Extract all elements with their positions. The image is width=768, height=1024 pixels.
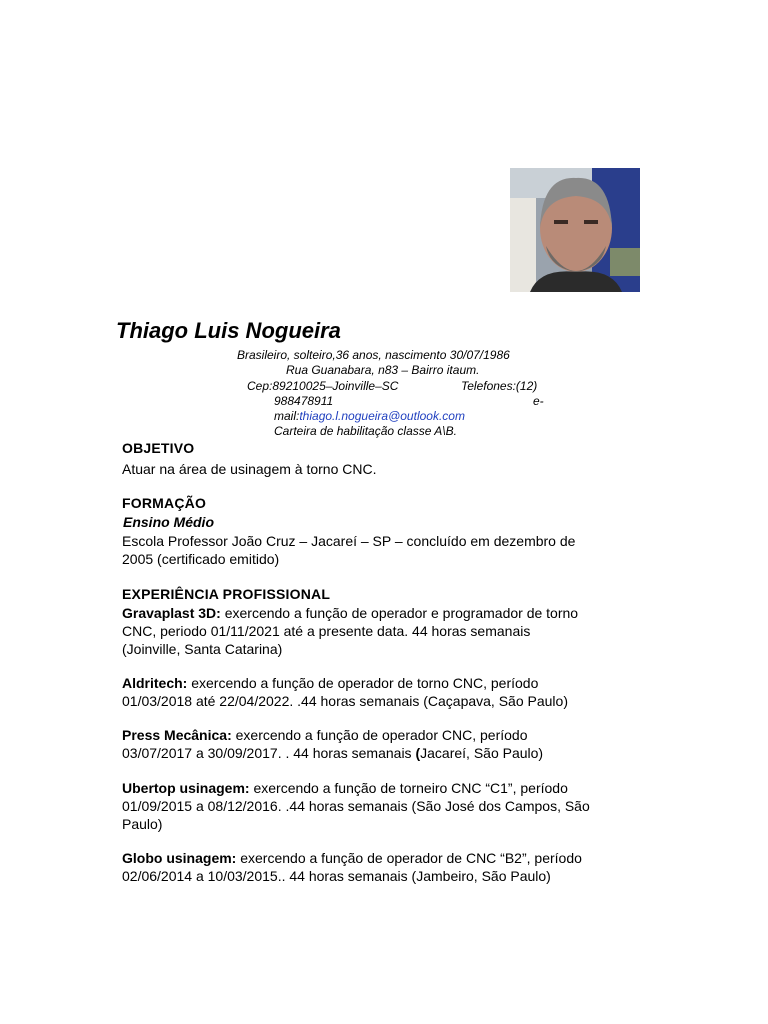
objetivo-text: Atuar na área de usinagem à torno CNC. [122, 461, 377, 477]
job-period: 02/06/2014 a 10/03/2015.. 44 horas semanais (Jambeiro, São Paulo) [122, 868, 551, 884]
job-location: Jacareí, São Paulo) [420, 745, 544, 761]
phone-number: 988478911 [274, 394, 334, 408]
job-company: Ubertop usinagem: [122, 780, 250, 796]
personal-info: Brasileiro, solteiro,36 anos, nascimento 30/07/1986 [237, 348, 510, 362]
phone-label: Telefones:(12) [461, 379, 538, 393]
email-prefix-part2: mail: [274, 409, 300, 423]
job-period-paren: ( [415, 745, 421, 761]
job-company: Gravaplast 3D: [122, 605, 221, 621]
job-entry [122, 674, 632, 710]
job-period: 01/09/2015 a 08/12/2016. .44 horas semanais (São José dos Campos, São [122, 798, 590, 814]
formacao-line-2: 2005 (certificado emitido) [122, 551, 280, 567]
candidate-name: Thiago Luis Nogueira [116, 318, 341, 343]
job-period [122, 744, 632, 762]
job-description: exercendo a função de operador de CNC “B2”, período [236, 850, 582, 866]
section-title-formacao: FORMAÇÃO [122, 495, 207, 511]
section-title-objetivo: OBJETIVO [122, 440, 195, 456]
job-company: Press Mecânica: [122, 727, 232, 743]
job-entry [122, 779, 632, 833]
job-period-text: 03/07/2017 a 30/09/2017. . 44 horas semanais [122, 745, 416, 761]
job-entry [122, 849, 632, 885]
address: Rua Guanabara, n83 – Bairro itaum. [286, 363, 480, 377]
formacao-subtitle: Ensino Médio [123, 514, 214, 530]
cep: Cep:89210025–Joinville–SC [247, 379, 399, 393]
job-entry [122, 726, 632, 762]
email-link[interactable]: thiago.l.nogueira@outlook.com [299, 409, 465, 423]
profile-photo [510, 168, 640, 292]
drivers-license: Carteira de habilitação classe A\B. [274, 424, 457, 438]
job-company: Globo usinagem: [122, 850, 237, 866]
formacao-text [122, 532, 632, 568]
email-line [274, 409, 465, 423]
job-location: Paulo) [122, 816, 163, 832]
job-description: exercendo a função de operador de torno CNC, período [187, 675, 539, 691]
job-entry [122, 604, 632, 658]
job-description: exercendo a função de operador CNC, período [231, 727, 528, 743]
section-title-experiencia: EXPERIÊNCIA PROFISSIONAL [122, 586, 331, 602]
formacao-line-1: Escola Professor João Cruz – Jacareí – SP – concluído em dezembro de [122, 533, 576, 549]
job-company: Aldritech: [122, 675, 188, 691]
job-period: 01/03/2018 até 22/04/2022. .44 horas semanais (Caçapava, São Paulo) [122, 693, 568, 709]
job-location: (Joinville, Santa Catarina) [122, 641, 283, 657]
job-period: CNC, periodo 01/11/2021 até a presente data. 44 horas semanais [122, 623, 531, 639]
email-prefix-part1: e- [533, 394, 544, 408]
job-description: exercendo a função de operador e programador de torno [220, 605, 579, 621]
job-description: exercendo a função de torneiro CNC “C1”, período [249, 780, 568, 796]
